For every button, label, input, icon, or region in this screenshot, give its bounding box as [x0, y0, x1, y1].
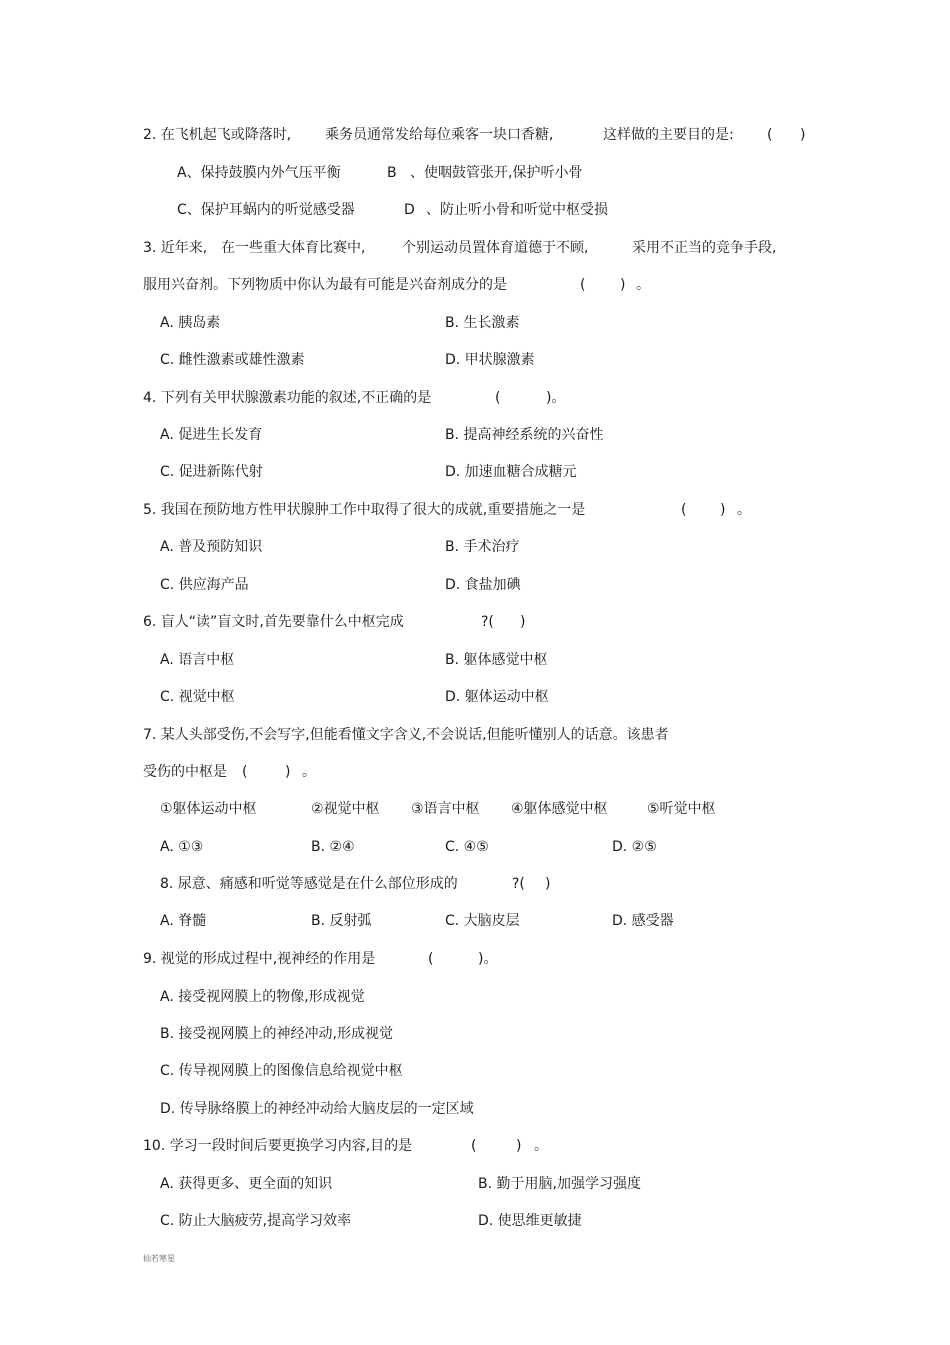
q3-answer-paren-close: ) [620, 277, 626, 293]
q10-stem-end: 。 [534, 1138, 548, 1154]
q2-stem-part3: 这样做的主要目的是: [603, 127, 734, 143]
q7-choice-2: ②视觉中枢 [311, 801, 380, 817]
q2-option-b-letter: B [387, 165, 397, 181]
q7-choice-3: ③语言中枢 [411, 801, 480, 817]
q7-answer-paren-open: ( [242, 764, 248, 780]
q3-option-c: C. 雌性激素或雄性激素 [160, 352, 305, 368]
q5-answer-paren-close: ) [720, 502, 726, 518]
q7-answer-paren-close: ) [285, 764, 291, 780]
q2-answer-paren-open: ( [767, 127, 773, 143]
q2-option-c: C、保护耳蜗内的听觉感受器 [177, 202, 355, 218]
q3-option-b: B. 生长激素 [445, 315, 520, 331]
q4-option-c: C. 促进新陈代射 [160, 464, 263, 480]
q4-option-d: D. 加速血糖合成糖元 [445, 464, 577, 480]
q6-answer-paren-open: ?( [481, 614, 494, 630]
q9-answer-paren-open: ( [428, 951, 434, 967]
q2-option-d: 、防止听小骨和听觉中枢受损 [426, 202, 608, 218]
q2-answer-paren-close: ) [800, 127, 806, 143]
q4-stem: 4. 下列有关甲状腺激素功能的叙述,不正确的是 [143, 390, 432, 406]
q7-choice-1: ①躯体运动中枢 [160, 801, 257, 817]
q8-option-c: C. 大脑皮层 [445, 913, 520, 929]
q8-stem: 8. 尿意、痛感和听觉等感觉是在什么部位形成的 [160, 876, 458, 892]
q8-option-a: A. 脊髓 [160, 913, 207, 929]
q5-option-c: C. 供应海产品 [160, 577, 249, 593]
q9-option-a: A. 接受视网膜上的物像,形成视觉 [160, 989, 365, 1005]
q5-stem-end: 。 [737, 502, 751, 518]
q9-option-d: D. 传导脉络膜上的神经冲动给大脑皮层的一定区域 [160, 1101, 474, 1117]
q9-option-b: B. 接受视网膜上的神经冲动,形成视觉 [160, 1026, 393, 1042]
q2-option-b: 、使咽鼓管张开,保护听小骨 [410, 165, 583, 181]
q10-option-d: D. 使思维更敏捷 [478, 1213, 582, 1229]
q10-option-a: A. 获得更多、更全面的知识 [160, 1176, 333, 1192]
q3-stem-line2: 服用兴奋剂。下列物质中你认为最有可能是兴奋剂成分的是 [143, 277, 507, 293]
q10-option-b: B. 勤于用脑,加强学习强度 [478, 1176, 641, 1192]
q5-option-d: D. 食盐加碘 [445, 577, 521, 593]
q2-option-a: A、保持鼓膜内外气压平衡 [177, 165, 341, 181]
q7-stem-end: 。 [302, 764, 316, 780]
q10-stem: 10. 学习一段时间后要更换学习内容,目的是 [143, 1138, 413, 1154]
q2-stem-part2: 乘务员通常发给每位乘客一块口香糖, [325, 127, 554, 143]
q2-stem-part1: 2. 在飞机起飞或降落时, [143, 127, 292, 143]
q6-option-a: A. 语言中枢 [160, 652, 235, 668]
q4-answer-paren-open: ( [495, 390, 501, 406]
q3-stem-part3: 个别运动员置体育道德于不顾, [402, 240, 589, 256]
q9-option-c: C. 传导视网膜上的图像信息给视觉中枢 [160, 1063, 403, 1079]
q6-option-d: D. 躯体运动中枢 [445, 689, 549, 705]
page-footer: 仙若寒星 [143, 1254, 175, 1263]
q8-option-b: B. 反射弧 [311, 913, 372, 929]
q7-option-d: D. ②⑤ [612, 839, 657, 855]
q9-answer-paren-close: )。 [478, 951, 498, 967]
q7-stem-line2: 受伤的中枢是 [143, 764, 227, 780]
q3-option-a: A. 胰岛素 [160, 315, 221, 331]
q8-answer-paren-close: ) [545, 876, 551, 892]
q10-answer-paren-close: ) [516, 1138, 522, 1154]
q5-answer-paren-open: ( [681, 502, 687, 518]
q5-stem: 5. 我国在预防地方性甲状腺肿工作中取得了很大的成就,重要措施之一是 [143, 502, 586, 518]
q6-stem: 6. 盲人“读”盲文时,首先要靠什么中枢完成 [143, 614, 404, 630]
q6-option-c: C. 视觉中枢 [160, 689, 235, 705]
q3-stem-part4: 采用不正当的竞争手段, [632, 240, 777, 256]
q6-option-b: B. 躯体感觉中枢 [445, 652, 548, 668]
q3-stem-end: 。 [636, 277, 650, 293]
q3-stem-part1: 3. 近年来, [143, 240, 208, 256]
q5-option-b: B. 手术治疗 [445, 539, 520, 555]
q3-answer-paren-open: ( [580, 277, 586, 293]
q7-option-c: C. ④⑤ [445, 839, 489, 855]
q5-option-a: A. 普及预防知识 [160, 539, 263, 555]
q8-answer-paren-open: ?( [512, 876, 525, 892]
q4-option-a: A. 促进生长发育 [160, 427, 263, 443]
q10-answer-paren-open: ( [471, 1138, 477, 1154]
q10-option-c: C. 防止大脑疲劳,提高学习效率 [160, 1213, 352, 1229]
q4-option-b: B. 提高神经系统的兴奋性 [445, 427, 604, 443]
q2-option-d-letter: D [404, 202, 415, 218]
q7-option-b: B. ②④ [311, 839, 355, 855]
q6-answer-paren-close: ) [520, 614, 526, 630]
q8-option-d: D. 感受器 [612, 913, 674, 929]
q9-stem: 9. 视觉的形成过程中,视神经的作用是 [143, 951, 376, 967]
q7-choice-5: ⑤听觉中枢 [647, 801, 716, 817]
q7-option-a: A. ①③ [160, 839, 204, 855]
q7-choice-4: ④躯体感觉中枢 [511, 801, 608, 817]
q4-answer-paren-close: )。 [546, 390, 566, 406]
q3-option-d: D. 甲状腺激素 [445, 352, 535, 368]
q7-stem-line1: 7. 某人头部受伤,不会写字,但能看懂文字含义,不会说话,但能听懂别人的话意。该患者 [143, 727, 669, 743]
q3-stem-part2: 在一些重大体育比赛中, [221, 240, 366, 256]
